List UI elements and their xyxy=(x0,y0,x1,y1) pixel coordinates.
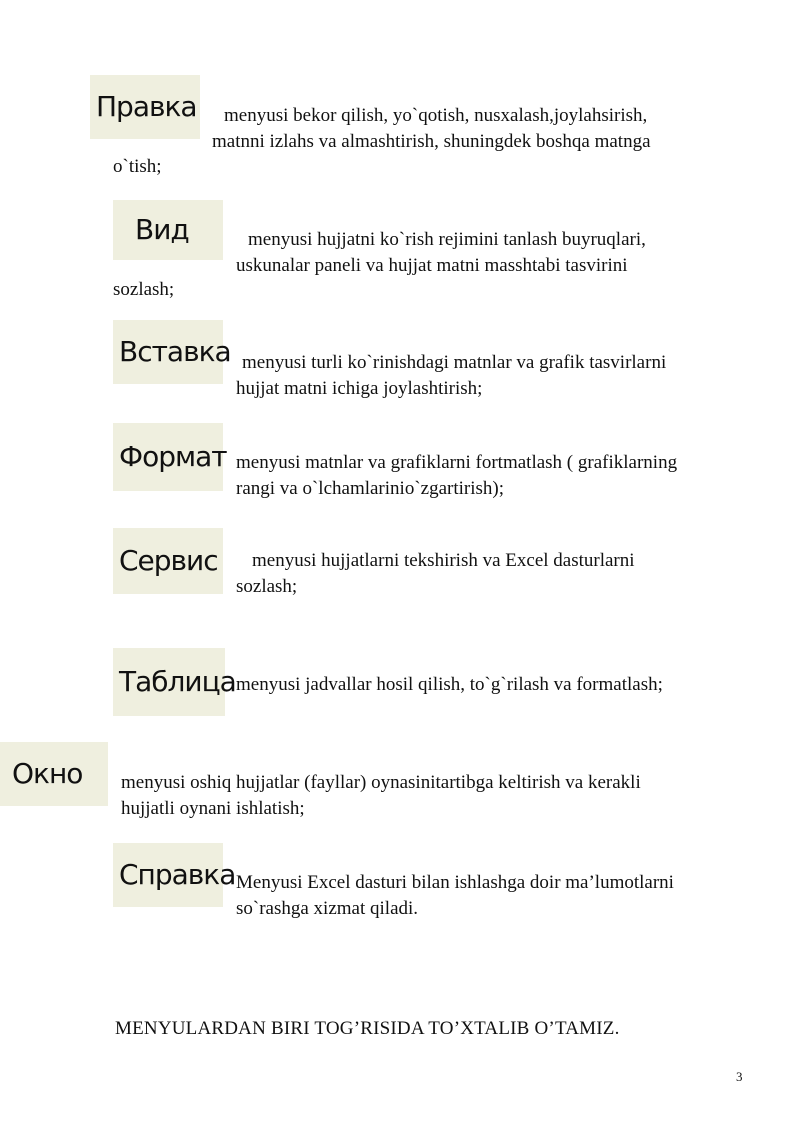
description-line: menyusi jadvallar hosil qilish, to`g`rilash va formatlash; xyxy=(236,674,663,695)
description-tail: sozlash; xyxy=(113,279,175,300)
menu-label-text: Таблица xyxy=(119,665,236,699)
menu-label-text: Формат xyxy=(119,440,227,474)
description-rest: sozlash; xyxy=(236,575,298,597)
description-rest: so`rashga xizmat qiladi. xyxy=(236,897,419,919)
closing-heading: MENYULARDAN BIRI TOG’RISIDA TO’XTALIB O’TAMIZ. xyxy=(115,1018,620,1039)
menu-label-text: Вид xyxy=(135,213,189,247)
menu-label-format xyxy=(113,423,227,491)
description-rest: rangi va o`lchamlarinio`zgartirish); xyxy=(236,477,505,499)
menu-description-tablitsa xyxy=(236,672,742,698)
description-line: menyusi oshiq hujjatlar (fayllar) oynasinitartibga keltirish va kerakli xyxy=(121,772,641,793)
description-line: menyusi turli ko`rinishdagi matnlar va grafik tasvirlarni xyxy=(242,352,667,373)
menu-label-okno xyxy=(0,742,108,806)
menu-label-vid xyxy=(113,200,223,260)
description-rest: hujjat matni ichiga joylashtirish; xyxy=(236,377,483,399)
menu-label-servis xyxy=(113,528,223,594)
description-line: menyusi hujjatlarni tekshirish va Excel dasturlarni xyxy=(252,550,635,571)
menu-description-pravka xyxy=(212,103,742,154)
description-line: Menyusi Excel dasturi bilan ishlashga doir ma’lumotlarni xyxy=(236,872,674,893)
menu-label-text: Окно xyxy=(12,757,83,791)
menu-label-text: Правка xyxy=(96,90,197,124)
description-rest: hujjatli oynani ishlatish; xyxy=(121,797,305,819)
menu-description-okno xyxy=(121,770,742,821)
description-line: menyusi hujjatni ko`rish rejimini tanlash buyruqlari, xyxy=(248,229,646,250)
menu-label-spravka xyxy=(113,843,236,907)
menu-description-spravka xyxy=(236,870,742,921)
menu-description-vstavka xyxy=(236,350,742,401)
menu-description-format xyxy=(236,450,742,501)
page-number: 3 xyxy=(736,1069,743,1084)
description-rest: matnni izlahs va almashtirish, shuningdek boshqa matnga xyxy=(212,130,651,152)
menu-label-vstavka xyxy=(113,320,231,384)
menu-description-vid xyxy=(236,227,742,278)
description-line: menyusi bekor qilish, yo`qotish, nusxalash,joylahsirish, xyxy=(224,105,648,126)
menu-label-pravka xyxy=(90,75,200,139)
description-line: menyusi matnlar va grafiklarni fortmatlash ( grafiklarning xyxy=(236,452,678,473)
description-rest: uskunalar paneli va hujjat matni masshtabi tasvirini xyxy=(236,254,628,276)
menu-label-text: Вставка xyxy=(119,335,231,369)
description-tail: o`tish; xyxy=(113,156,162,177)
menu-label-text: Справка xyxy=(119,858,236,892)
menu-label-tablitsa xyxy=(113,648,236,716)
menu-label-text: Сервис xyxy=(119,544,218,578)
menu-description-servis xyxy=(236,548,742,599)
